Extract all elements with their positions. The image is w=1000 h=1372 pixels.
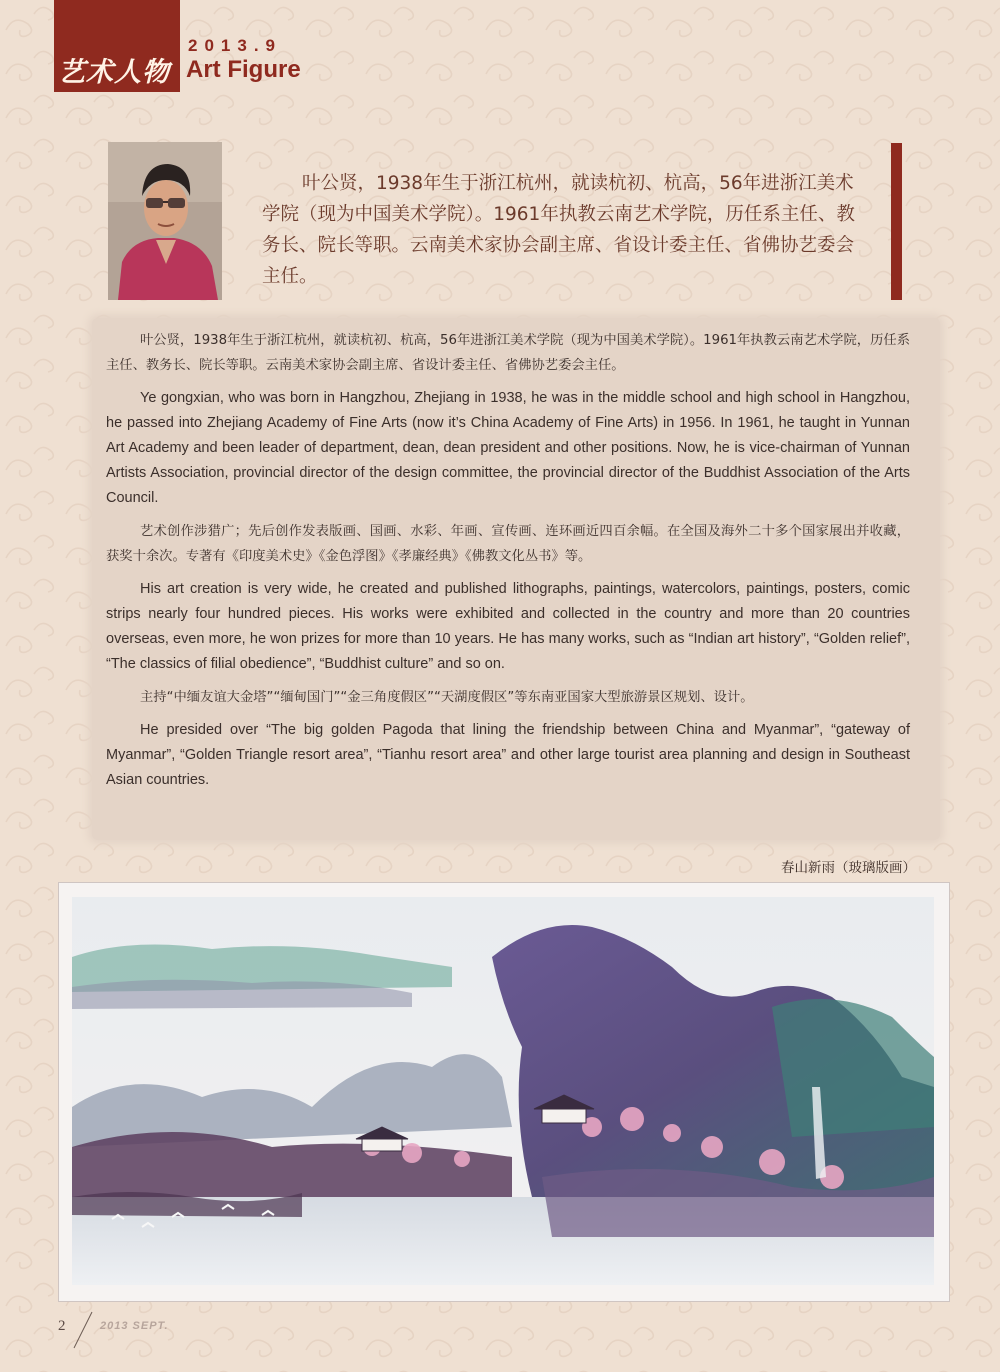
bio-paragraph-cn-2: 艺术创作涉猎广；先后创作发表版画、国画、水彩、年画、宣传画、连环画近四百余幅。在全国及海外二十多个国家展出并收藏，获奖十余次。专著有《印度美术史》《金色浮图》《孝廉经典》《佛教文化丛书》等。 <box>106 524 910 564</box>
intro-paragraph: 叶公贤，1938年生于浙江杭州，就读杭初、杭高，56年进浙江美术学院（现为中国美术学院）。1961年执教云南艺术学院，历任系主任、教务长、院长等职。云南美术家协会副主席、省设计委主任、省佛协艺委会主任。 <box>262 173 855 287</box>
artwork-painting <box>72 897 934 1285</box>
portrait-photo <box>108 142 222 300</box>
footer-slash-decoration <box>70 1310 96 1350</box>
bio-paragraph-cn-3: 主持“中缅友谊大金塔”“缅甸国门”“金三角度假区”“天湖度假区”等东南亚国家大型旅游景区规划、设计。 <box>140 690 754 705</box>
accent-bar <box>891 143 902 300</box>
footer-issue-date: 2013 SEPT. <box>100 1320 169 1332</box>
page-number: 2 <box>58 1318 66 1334</box>
artwork-caption: 春山新雨（玻璃版画） <box>781 860 916 876</box>
bio-paragraph-en-3: He presided over “The big golden Pagoda that lining the friendship between China and Myanmar”, “gateway of Myanmar”, “Golden Triangle resort area”, “Tianhu resort area” and other large tourist area planning and design in Southeast Asian countries. <box>106 722 910 788</box>
section-title-english: Art Figure <box>186 56 301 83</box>
section-title-chinese: 艺术人物 <box>58 57 170 88</box>
biography-text <box>106 328 910 801</box>
bio-paragraph-en-2: His art creation is very wide, he created and published lithographs, paintings, watercolors, paintings, posters, comic strips nearly four hundred pieces. His works were exhibited and collected in the country and more than 20 countries overseas, even more, he won prizes for more than 10 years. He has many works, such as “Indian art history”, “Golden relief”, “The classics of filial obedience”, “Buddhist culture” and so on. <box>106 581 910 672</box>
bio-paragraph-cn-1: 叶公贤，1938年生于浙江杭州，就读杭初、杭高，56年进浙江美术学院（现为中国美术学院）。1961年执教云南艺术学院，历任系主任、教务长、院长等职。云南美术家协会副主席、省设计委主任、省佛协艺委会主任。 <box>106 333 910 373</box>
issue-date: 2013.9 <box>188 36 282 55</box>
bio-paragraph-en-1: Ye gongxian, who was born in Hangzhou, Zhejiang in 1938, he was in the middle school and high school in Hangzhou, he passed into Zhejiang Academy of Fine Arts (now it’s China Academy of Fine Arts) in 1956. In 1961, he taught in Yunnan Art Academy and been leader of department, dean, dean president and other positions. Now, he is vice-chairman of Yunnan Artists Association, provincial director of the design committee, the provincial director of the Buddhist Association of the Arts Council. <box>106 390 910 506</box>
